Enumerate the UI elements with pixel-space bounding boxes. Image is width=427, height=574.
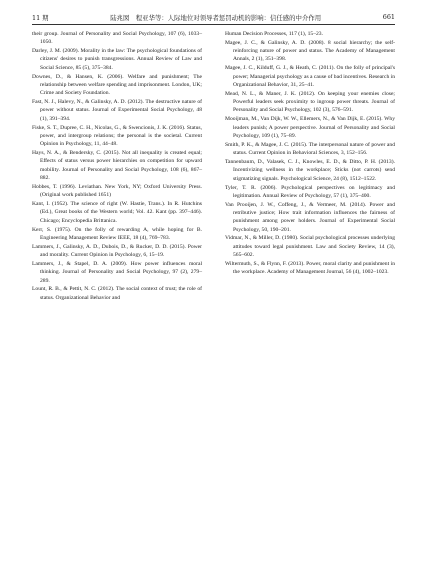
reference-entry: Magee, J. C., Kilduff, G. J., & Heath, C. (2011). On the folly of principal's power; Managerial psychology as a cause of bad incentives. Research in Organizational Behavior, 31, 25–41. (225, 65, 396, 88)
reference-entry: Vidmar, N., & Miller, D. (1980). Social psychological processes underlying attitudes toward legal punishment. Law and Society Review, 14 (3), 565–602. (225, 235, 395, 259)
reference-entry: Magee, J. C., & Galinsky, A. D. (2008). 8 social hierarchy; the self-reinforcing nature of power and status. The Academy of Management Annals, 2 (1), 351–398. (225, 39, 395, 63)
references-left-column (32, 30, 202, 303)
reference-entry: Wiltermuth, S., & Flynn, F. (2013). Power, moral clarity and punishment in the workplace. Academy of Management Journal, 56 (4), 1002–1023. (225, 260, 395, 276)
reference-entry: Lount, R. B., & Pettit, N. C. (2012). The social context of trust; the role of status. Organizational Behavior and (32, 286, 202, 301)
reference-entry: Lammers, J., & Stapel, D. A. (2009). How power influences moral thinking. Journal of Personality and Social Psychology, 97 (2), 279–289. (32, 260, 202, 284)
running-title: 陆兆囡 程亚华等：人际地位对领导者惩罚动机的影响：信任感的中介作用 (110, 13, 322, 22)
reference-entry: Kerr, S. (1975). On the folly of rewarding A, while hoping for B. Engineering Management Review IEEE, 18 (4), 769–783. (32, 226, 202, 241)
issue-number: 11 期 (32, 13, 49, 22)
reference-entry: Kant, I. (1952). The science of right (W. Hastie, Trans.). In R. Hutchins (Ed.), Great books of the Western world; Vol. 42. Kant (pp. 397–446). Chicago; Encyclopedia Brittanica. (32, 201, 202, 224)
reference-entry: Van Prooijen, J. W., Coffeng, J., & Vermeer, M. (2014). Power and retributive justice; How trait information influences the fairness of punishment among power holders. Journal of Experimental Social Psychology, 50, 190–201. (225, 201, 395, 233)
reference-entry: Lammers, J., Galinsky, A. D., Dubois, D., & Rucker, D. D. (2015). Power and morality. Current Opinion in Psychology, 6, 15–19. (32, 243, 202, 259)
reference-entry: their group. Journal of Personality and Social Psychology, 107 (6), 1033–1050. (32, 31, 202, 46)
reference-entry: Downes, D., & Hansen, K. (2006). Welfare and punishment; The relationship between welfare spending and imprisonment. London, UK; Crime and Society Foundation. (32, 73, 202, 97)
reference-entry: Darley, J. M. (2009). Morality in the law: The psychological foundations of citizens' desires to punish transgressions. Annual Review of Law and Social Science, 85 (5), 375–384. (32, 48, 202, 71)
running-header (32, 10, 395, 24)
page-number: 661 (382, 13, 395, 21)
reference-entry: Hobbes, T. (1996). Leviathan. New York, NY; Oxford University Press. (Original work published 1651) (32, 183, 202, 199)
reference-entry: Mead, N. L., & Maner, J. K. (2012). On keeping your enemies close; Powerful leaders seek proximity to ingroup power threats. Journal of Personality and Social Psychology, 102 (3), 576–591. (225, 90, 395, 114)
reference-entry: Hays, N. A., & Bendersky, C. (2015). Not all inequality is created equal; Effects of status versus power hierarchies on competition for upward mobility. Journal of Personality and Social Psychology, 108 (6), 867–882. (32, 150, 202, 182)
reference-entry: Human Decision Processes, 117 (1), 15–23. (225, 31, 323, 37)
reference-entry: Mooijman, M., Van Dijk, W. W., Ellemers, N., & Van Dijk, E. (2015). Why leaders punish; A power perspective. Journal of Personality and Social Psychology, 109 (1), 75–89. (225, 116, 395, 139)
reference-entry: Smith, P. K., & Magee, J. C. (2015). The interpersonal nature of power and status. Current Opinion in Behavioral Sciences, 3, 152–156. (225, 141, 395, 157)
reference-entry: Tannenbaum, D., Valasek, C. J., Knowles, E. D., & Ditto, P. H. (2013). Incentivizing wellness in the workplace; Sticks (not carrots) send stigmatizing signals. Psychological Science, 24 (8), 1512–1522. (225, 159, 395, 182)
references-right-column (225, 30, 395, 277)
reference-entry: Fast, N. J., Halevy, N., & Galinsky, A. D. (2012). The destructive nature of power without status. Journal of Experimental Social Psychology, 48 (1), 391–394. (32, 99, 202, 122)
reference-entry: Fiske, S. T., Dupree, C. H., Nicolas, G., & Swencionis, J. K. (2016). Status, power, and intergroup relations; the personal is the societal. Current Opinion in Psychology, 11, 44–48. (32, 124, 202, 148)
reference-entry: Tyler, T. R. (2006). Psychological perspectives on legitimacy and legitimation. Annual Review of Psychology, 57 (1), 375–400. (225, 184, 395, 199)
header-rule (32, 24, 395, 25)
